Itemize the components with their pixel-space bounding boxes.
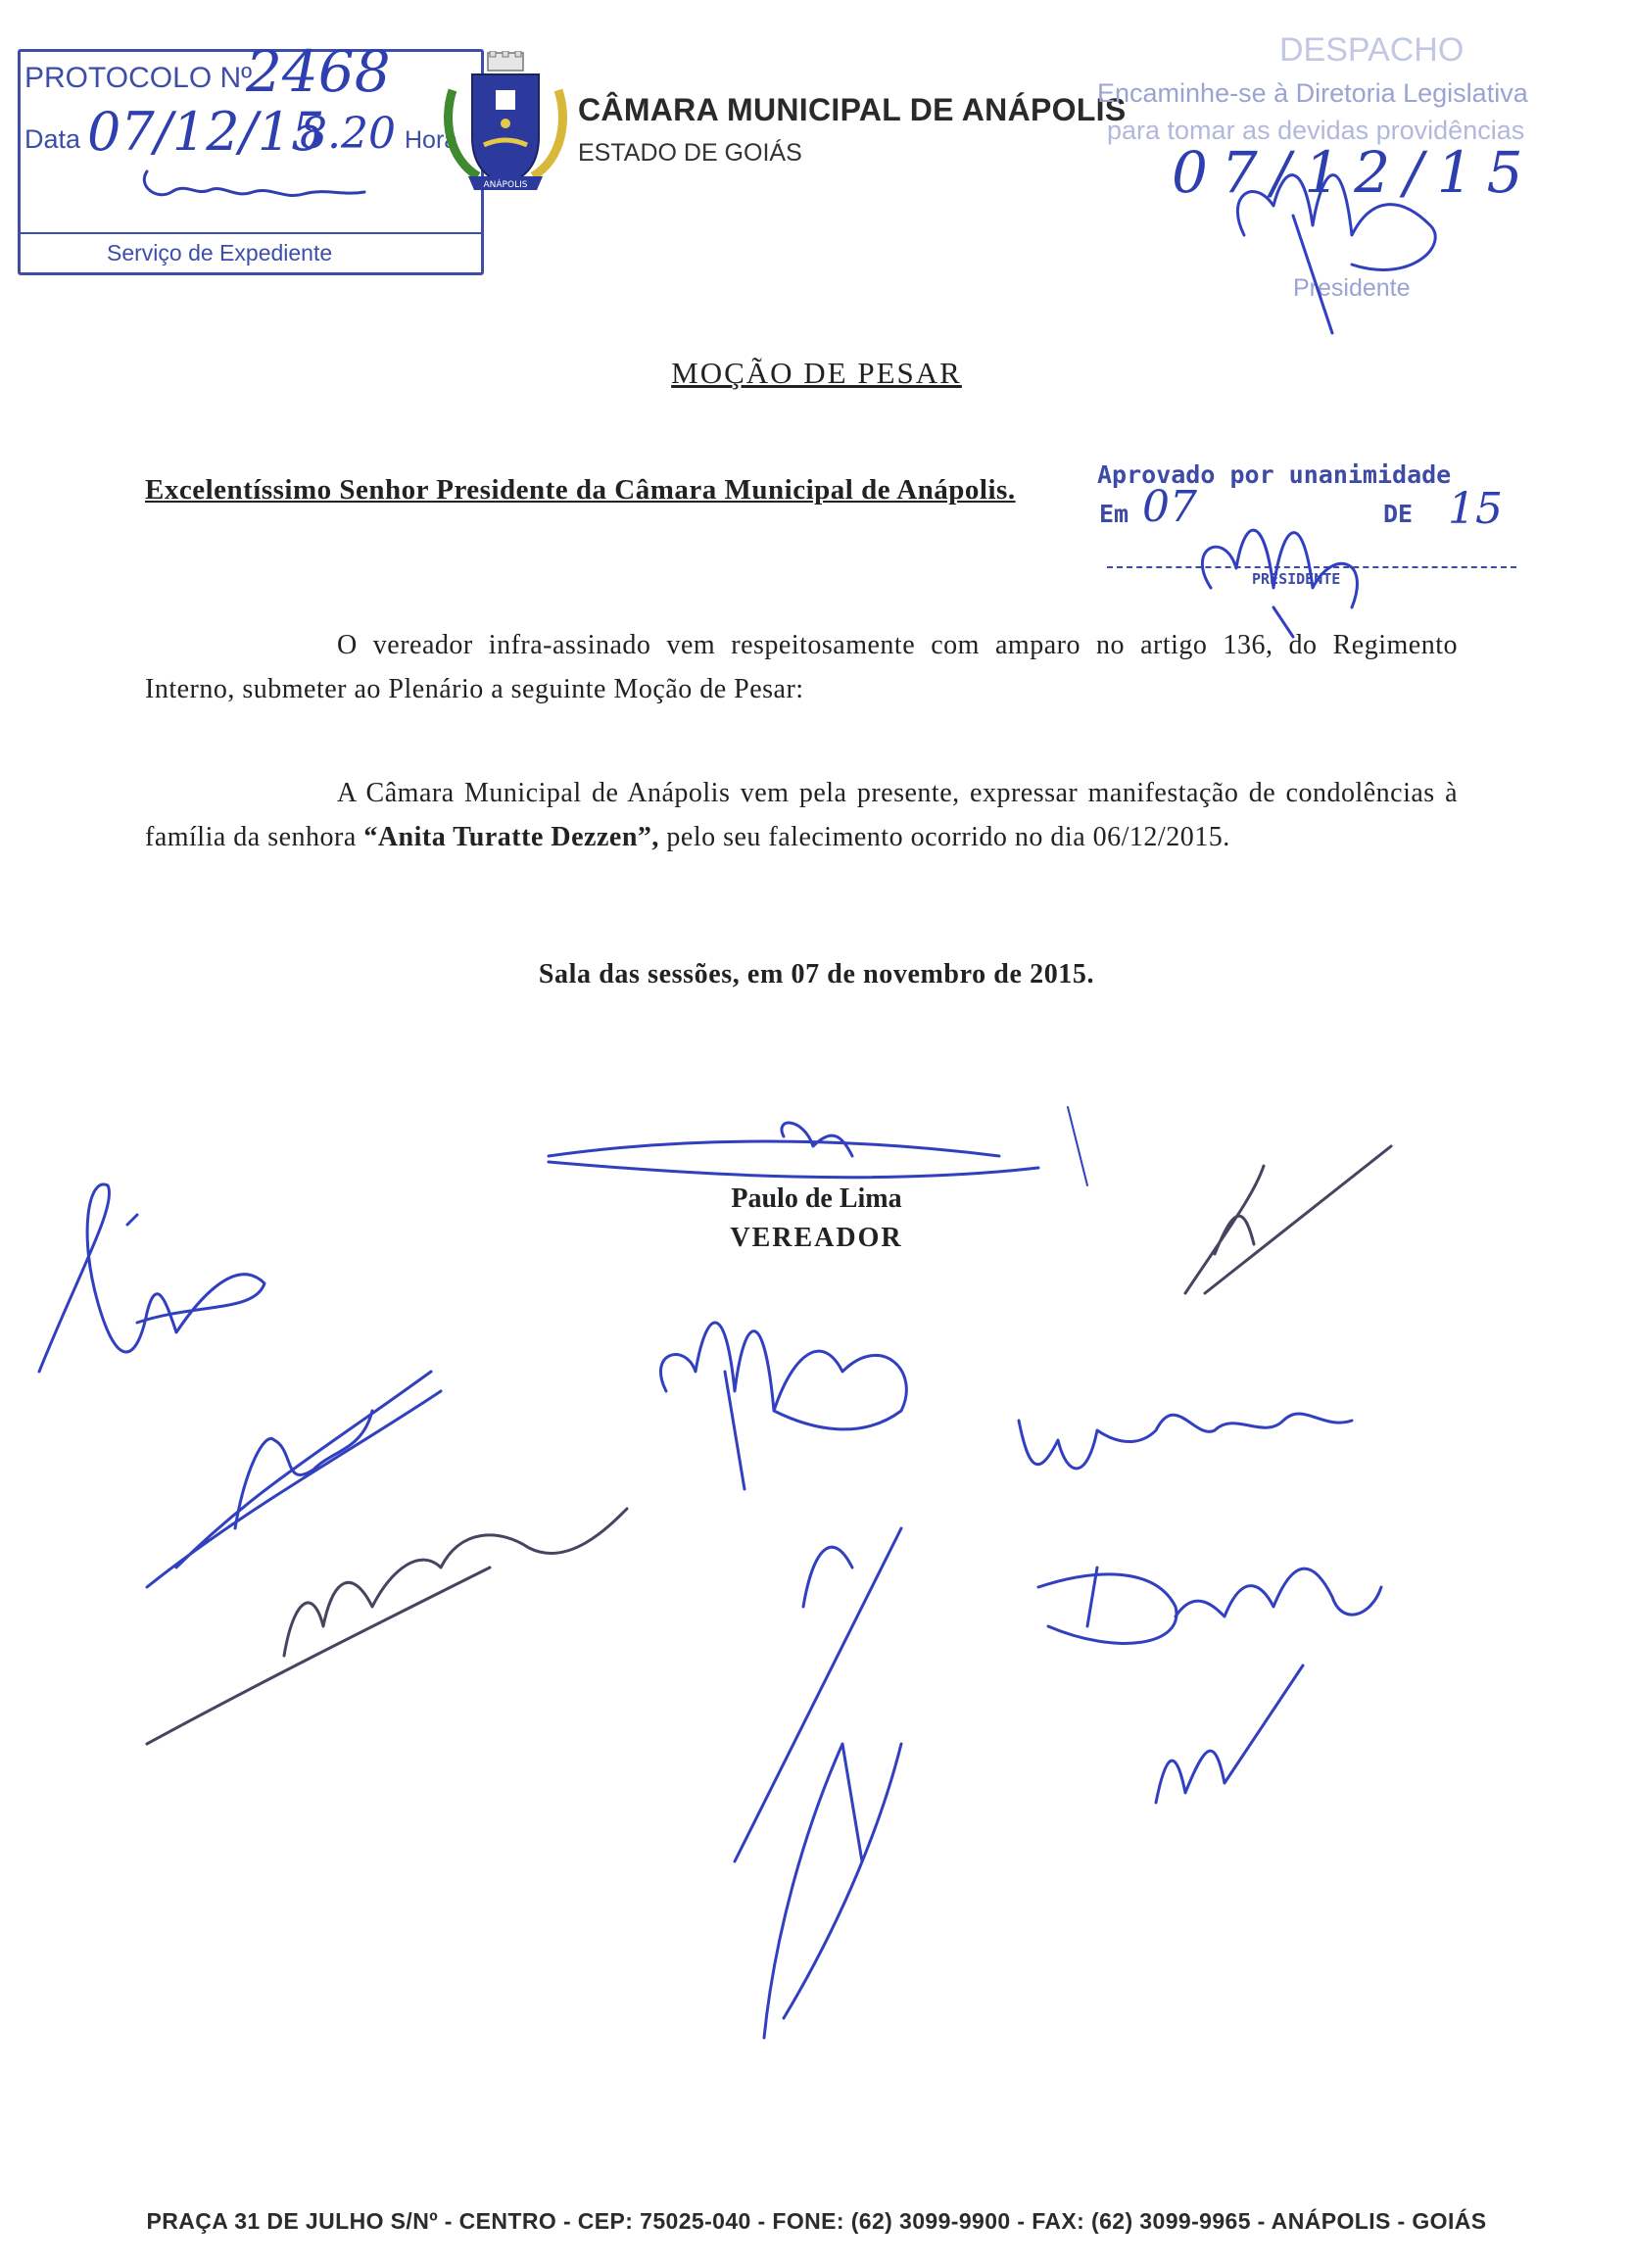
despacho-date: 07/12/15: [1172, 139, 1537, 206]
protocol-label: PROTOCOLO Nº: [24, 62, 253, 94]
signature-4: [660, 1323, 906, 1489]
page-title: CÂMARA MUNICIPAL DE ANÁPOLIS: [578, 92, 1127, 127]
protocol-date-value: 07/12/15: [87, 101, 325, 163]
footer-address: PRAÇA 31 DE JULHO S/Nº - CENTRO - CEP: 75025-040 - FONE: (62) 3099-9900 - FAX: (62) 3099-9965 - ANÁPOLIS - GOIÁS: [146, 2208, 1487, 2234]
paragraph-condolences: [145, 771, 1458, 859]
approval-role: PRESIDENTE: [1252, 570, 1341, 588]
signatory-name: Paulo de Lima: [731, 1183, 902, 1214]
despacho-stamp: [1097, 18, 1607, 312]
signature-7: [1038, 1568, 1381, 1643]
paragraph-intro: O vereador infra-assinado vem respeitosamente com amparo no artigo 136, do Regimento Interno, submeter ao Plenário a seguinte Moção de Pesar:: [145, 630, 1458, 704]
paragraph-condolences-start: A Câmara Municipal de Anápolis vem pela presente, expressar manifestação de condolências à família da senhora: [145, 778, 1458, 852]
signatory-role: VEREADOR: [730, 1223, 903, 1253]
despacho-role: Presidente: [1293, 274, 1411, 302]
deceased-name: “Anita Turatte Dezzen”,: [363, 822, 659, 852]
document-title: MOÇÃO DE PESAR: [671, 356, 962, 390]
protocol-stamp: [18, 38, 484, 275]
approval-day: 07: [1142, 482, 1197, 532]
approval-de: DE: [1383, 500, 1414, 528]
approval-em: Em: [1099, 500, 1129, 528]
signature-9: [1156, 1665, 1303, 1803]
signature-2: [147, 1372, 441, 1587]
signature-6: [735, 1528, 901, 2038]
closing-line: Sala das sessões, em 07 de novembro de 2015.: [538, 959, 1095, 989]
protocol-time-label: Hora: [405, 126, 458, 154]
protocol-date-label: Data: [24, 124, 81, 154]
protocol-number: 2468: [246, 38, 391, 105]
signature-3: [147, 1509, 627, 1744]
despacho-line1: Encaminhe-se à Diretoria Legislativa: [1097, 78, 1528, 108]
approval-line1: Aprovado por unanimidade: [1097, 460, 1452, 489]
approval-stamp: [1095, 460, 1516, 607]
protocol-time-value: 8.20: [300, 109, 396, 159]
protocol-divider: [21, 232, 481, 234]
despacho-title: DESPACHO: [1279, 31, 1465, 69]
signature-5: [1019, 1414, 1352, 1469]
coat-of-arms-logo: [439, 51, 572, 198]
approval-rule: [1107, 566, 1516, 568]
crest-text: ANÁPOLIS: [483, 180, 528, 190]
paragraph-condolences-end: pelo seu falecimento ocorrido no dia 06/12/2015.: [658, 822, 1230, 852]
recipient-line: Excelentíssimo Senhor Presidente da Câmara Municipal de Anápolis.: [145, 474, 1016, 506]
approval-year: 15: [1448, 484, 1503, 534]
protocol-footer: Serviço de Expediente: [107, 240, 333, 265]
despacho-line2: para tomar as devidas providências: [1107, 116, 1525, 145]
signature-8: [1185, 1146, 1391, 1293]
paulo-signature: [549, 1123, 1038, 1178]
page-subtitle: ESTADO DE GOIÁS: [578, 139, 802, 167]
